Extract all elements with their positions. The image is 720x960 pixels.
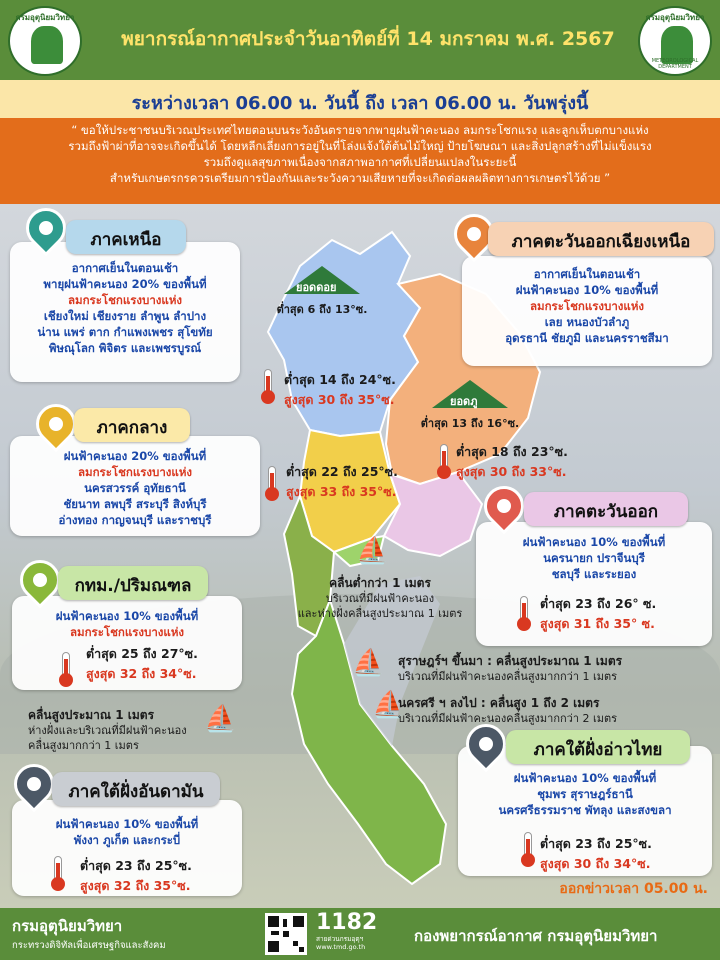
sea-nakhon [398, 696, 718, 726]
northeast-line-2: ฝนฟ้าคะนอง 10% ของพื้นที่ [515, 283, 659, 297]
northeast-province: เลย หนองบัวลำภู [544, 315, 630, 329]
sailboat-icon: ⛵ [204, 704, 237, 734]
central-province: นครสวรรค์ อุทัยธานี [84, 481, 186, 495]
sea-gulf-upper-line2: และห่างฝั่งคลื่นสูงประมาณ 1 เมตร [297, 607, 463, 620]
temp-central [286, 462, 398, 502]
north-province: พิษณุโลก พิจิตร และเพชรบูรณ์ [48, 341, 202, 355]
peak-low-north: ต่ำสุด 6 ถึง 13°ซ. [276, 303, 368, 316]
mountain-peak-northeast [420, 376, 520, 436]
qr-code-icon[interactable] [265, 913, 307, 955]
sea-andaman-line1: ห่างฝั่งและบริเวณที่มีฝนฟ้าคะนอง [28, 724, 187, 737]
map-region-east [384, 472, 482, 556]
north-title: ภาคเหนือ [66, 220, 186, 254]
hotline-label: สายด่วนกรมอุตุฯ [316, 935, 364, 943]
temp-south-andaman-high: สูงสุด 32 ถึง 35°ซ. [80, 878, 191, 893]
tmd-logo-right [638, 6, 712, 76]
sea-nakhon-title: นครศรี ฯ ลงไป : คลื่นสูง 1 ถึง 2 เมตร [398, 696, 600, 710]
sea-surat [398, 654, 718, 684]
sea-andaman-title: คลื่นสูงประมาณ 1 เมตร [28, 708, 155, 722]
sea-nakhon-line1: บริเวณที่มีฝนฟ้าคะนองคลื่นสูงมากกว่า 2 เมตร [398, 712, 618, 725]
warning-line: “ ขอให้ประชาชนบริเวณประเทศไทยตอนบนระวังอันตรายจากพายุฝนฟ้าคะนอง ลมกระโชกแรง และลูกเห็บตกบางแห่ง [71, 123, 649, 137]
temp-bangkok [86, 644, 198, 684]
warning-box [0, 118, 720, 204]
temp-northeast [456, 442, 568, 482]
hotline-sub [316, 935, 365, 951]
logo-right-foot: METEOROLOGICAL DEPARTMENT [651, 58, 699, 70]
temp-bangkok-high: สูงสุด 32 ถึง 34°ซ. [86, 666, 197, 681]
east-province: นครนายก ปราจีนบุรี [543, 551, 645, 565]
temp-south-gulf [540, 834, 652, 874]
central-province: อ่างทอง กาญจนบุรี และราชบุรี [58, 513, 212, 527]
thermometer-icon [264, 369, 272, 399]
footer-division: กองพยากรณ์อากาศ กรมอุตุนิยมวิทยา [414, 927, 658, 945]
website-link[interactable]: www.tmd.go.th [316, 943, 366, 951]
north-forecast-card [10, 242, 240, 382]
sea-gulf-upper [290, 576, 470, 621]
warning-line: รวมถึงดูแลสุขภาพเนื่องจากสภาพอากาศที่เปลี่ยนแปลงในระยะนี้ [203, 155, 517, 169]
northeast-line-red: ลมกระโชกแรงบางแห่ง [529, 299, 645, 313]
temp-south-andaman [80, 856, 192, 896]
northeast-forecast-card [462, 256, 712, 366]
bangkok-line-red: ลมกระโชกแรงบางแห่ง [69, 625, 185, 639]
north-line-2: พายุฝนฟ้าคะนอง 20% ของพื้นที่ [43, 277, 207, 291]
temp-north [284, 370, 396, 410]
temp-north-high: สูงสุด 30 ถึง 35°ซ. [284, 392, 395, 407]
temp-east [540, 594, 656, 634]
emblem-icon [31, 26, 63, 64]
south-andaman-province: พังงา ภูเก็ต และกระบี่ [73, 833, 181, 847]
temp-south-andaman-low: ต่ำสุด 23 ถึง 25°ซ. [80, 858, 192, 873]
temp-central-low: ต่ำสุด 22 ถึง 25°ซ. [286, 464, 398, 479]
warning-line: สำหรับเกษตรกรควรเตรียมการป้องกันและระวังความเสียหายที่จะเกิดต่อผลผลิตทางการเกษตรไว้ด้วย ” [109, 171, 611, 185]
east-province: ชลบุรี และระยอง [551, 567, 637, 581]
thermometer-icon [520, 596, 528, 626]
south-andaman-title: ภาคใต้ฝั่งอันดามัน [52, 772, 220, 806]
temp-north-low: ต่ำสุด 14 ถึง 24°ซ. [284, 372, 396, 387]
tmd-logo-left [8, 6, 82, 76]
east-title: ภาคตะวันออก [524, 492, 688, 526]
east-line-1: ฝนฟ้าคะนอง 10% ของพื้นที่ [522, 535, 666, 549]
central-province: ชัยนาท ลพบุรี สระบุรี สิงห์บุรี [63, 497, 207, 511]
warning-line: รวมถึงฟ้าผ่าที่อาจจะเกิดขึ้นได้ โดยหลีกเลี่ยงการอยู่ในที่โล่งแจ้งใต้ต้นไม้ใหญ่ ป้ายโฆษณา และสิ่งปลูกสร้างที่ไม่แข็งแรง [68, 139, 652, 153]
south-andaman-line-1: ฝนฟ้าคะนอง 10% ของพื้นที่ [55, 817, 199, 831]
sea-gulf-upper-line1: บริเวณที่มีฝนฟ้าคะนอง [325, 592, 435, 605]
south-gulf-province: ชุมพร สุราษฎร์ธานี [537, 787, 633, 801]
sea-andaman-line2: คลื่นสูงมากกว่า 1 เมตร [28, 739, 139, 752]
temp-northeast-high: สูงสุด 30 ถึง 33°ซ. [456, 464, 567, 479]
time-range: ระหว่างเวลา 06.00 น. วันนี้ ถึง เวลา 06.00 น. วันพรุ่งนี้ [0, 80, 720, 118]
central-line-1: ฝนฟ้าคะนอง 20% ของพื้นที่ [63, 449, 207, 463]
temp-east-low: ต่ำสุด 23 ถึง 26° ซ. [540, 596, 657, 611]
south-gulf-title: ภาคใต้ฝั่งอ่าวไทย [506, 730, 690, 764]
page-title: พยากรณ์อากาศประจำวันอาทิตย์ที่ 14 มกราคม พ.ศ. 2567 [121, 28, 615, 50]
northeast-title: ภาคตะวันออกเฉียงเหนือ [488, 222, 714, 256]
temp-south-gulf-high: สูงสุด 30 ถึง 34°ซ. [540, 856, 651, 871]
logo-left-text: กรมอุตุนิยมวิทยา [15, 13, 75, 22]
north-line-1: อากาศเย็นในตอนเช้า [71, 261, 179, 275]
south-gulf-line-1: ฝนฟ้าคะนอง 10% ของพื้นที่ [513, 771, 657, 785]
thermometer-icon [524, 832, 532, 862]
logo-right-text: กรมอุตุนิยมวิทยา [645, 13, 705, 22]
northeast-province: อุดรธานี ชัยภูมิ และนครราชสีมา [505, 331, 669, 345]
sailboat-icon: ⛵ [356, 536, 389, 566]
thermometer-icon [62, 652, 70, 682]
sea-surat-title: สุราษฎร์ฯ ขึ้นมา : คลื่นสูงประมาณ 1 เมตร [398, 654, 623, 668]
northeast-line-1: อากาศเย็นในตอนเช้า [533, 267, 641, 281]
sea-surat-line1: บริเวณที่มีฝนฟ้าคะนองคลื่นสูงมากกว่า 1 เมตร [398, 670, 618, 683]
bangkok-line-1: ฝนฟ้าคะนอง 10% ของพื้นที่ [55, 609, 199, 623]
central-forecast-card [10, 436, 260, 536]
sailboat-icon: ⛵ [372, 690, 405, 720]
thermometer-icon [54, 856, 62, 886]
north-province: เชียงใหม่ เชียงราย ลำพูน ลำปาง [43, 309, 207, 323]
south-gulf-province: นครศรีธรรมราช พัทลุง และสงขลา [498, 803, 672, 817]
north-line-red: ลมกระโชกแรงบางแห่ง [67, 293, 183, 307]
header [0, 0, 720, 80]
sailboat-icon: ⛵ [352, 648, 385, 678]
peak-low-northeast: ต่ำสุด 13 ถึง 16°ซ. [420, 417, 520, 430]
forecast-map-area [0, 204, 720, 908]
bangkok-title: กทม./ปริมณฑล [58, 566, 208, 600]
central-title: ภาคกลาง [74, 408, 190, 442]
footer-org: กรมอุตุนิยมวิทยา [12, 917, 123, 935]
thermometer-icon [268, 466, 276, 496]
sea-gulf-upper-title: คลื่นต่ำกว่า 1 เมตร [329, 576, 431, 590]
footer [0, 908, 720, 960]
temp-east-high: สูงสุด 31 ถึง 35° ซ. [540, 616, 655, 631]
peak-name-northeast: ยอดภู [450, 395, 478, 408]
temp-south-gulf-low: ต่ำสุด 23 ถึง 25°ซ. [540, 836, 652, 851]
mountain-peak-north [274, 260, 370, 320]
temp-central-high: สูงสุด 33 ถึง 35°ซ. [286, 484, 397, 499]
footer-ministry: กระทรวงดิจิทัลเพื่อเศรษฐกิจและสังคม [12, 940, 166, 951]
thermometer-icon [440, 444, 448, 474]
central-line-red: ลมกระโชกแรงบางแห่ง [77, 465, 193, 479]
sea-andaman [28, 708, 208, 753]
peak-name-north: ยอดดอย [296, 281, 337, 294]
temp-bangkok-low: ต่ำสุด 25 ถึง 27°ซ. [86, 646, 198, 661]
temp-northeast-low: ต่ำสุด 18 ถึง 23°ซ. [456, 444, 568, 459]
north-province: น่าน แพร่ ตาก กำแพงเพชร สุโขทัย [37, 325, 213, 339]
hotline-number: 1182 [316, 910, 378, 935]
issue-time: ออกข่าวเวลา 05.00 น. [559, 881, 708, 897]
